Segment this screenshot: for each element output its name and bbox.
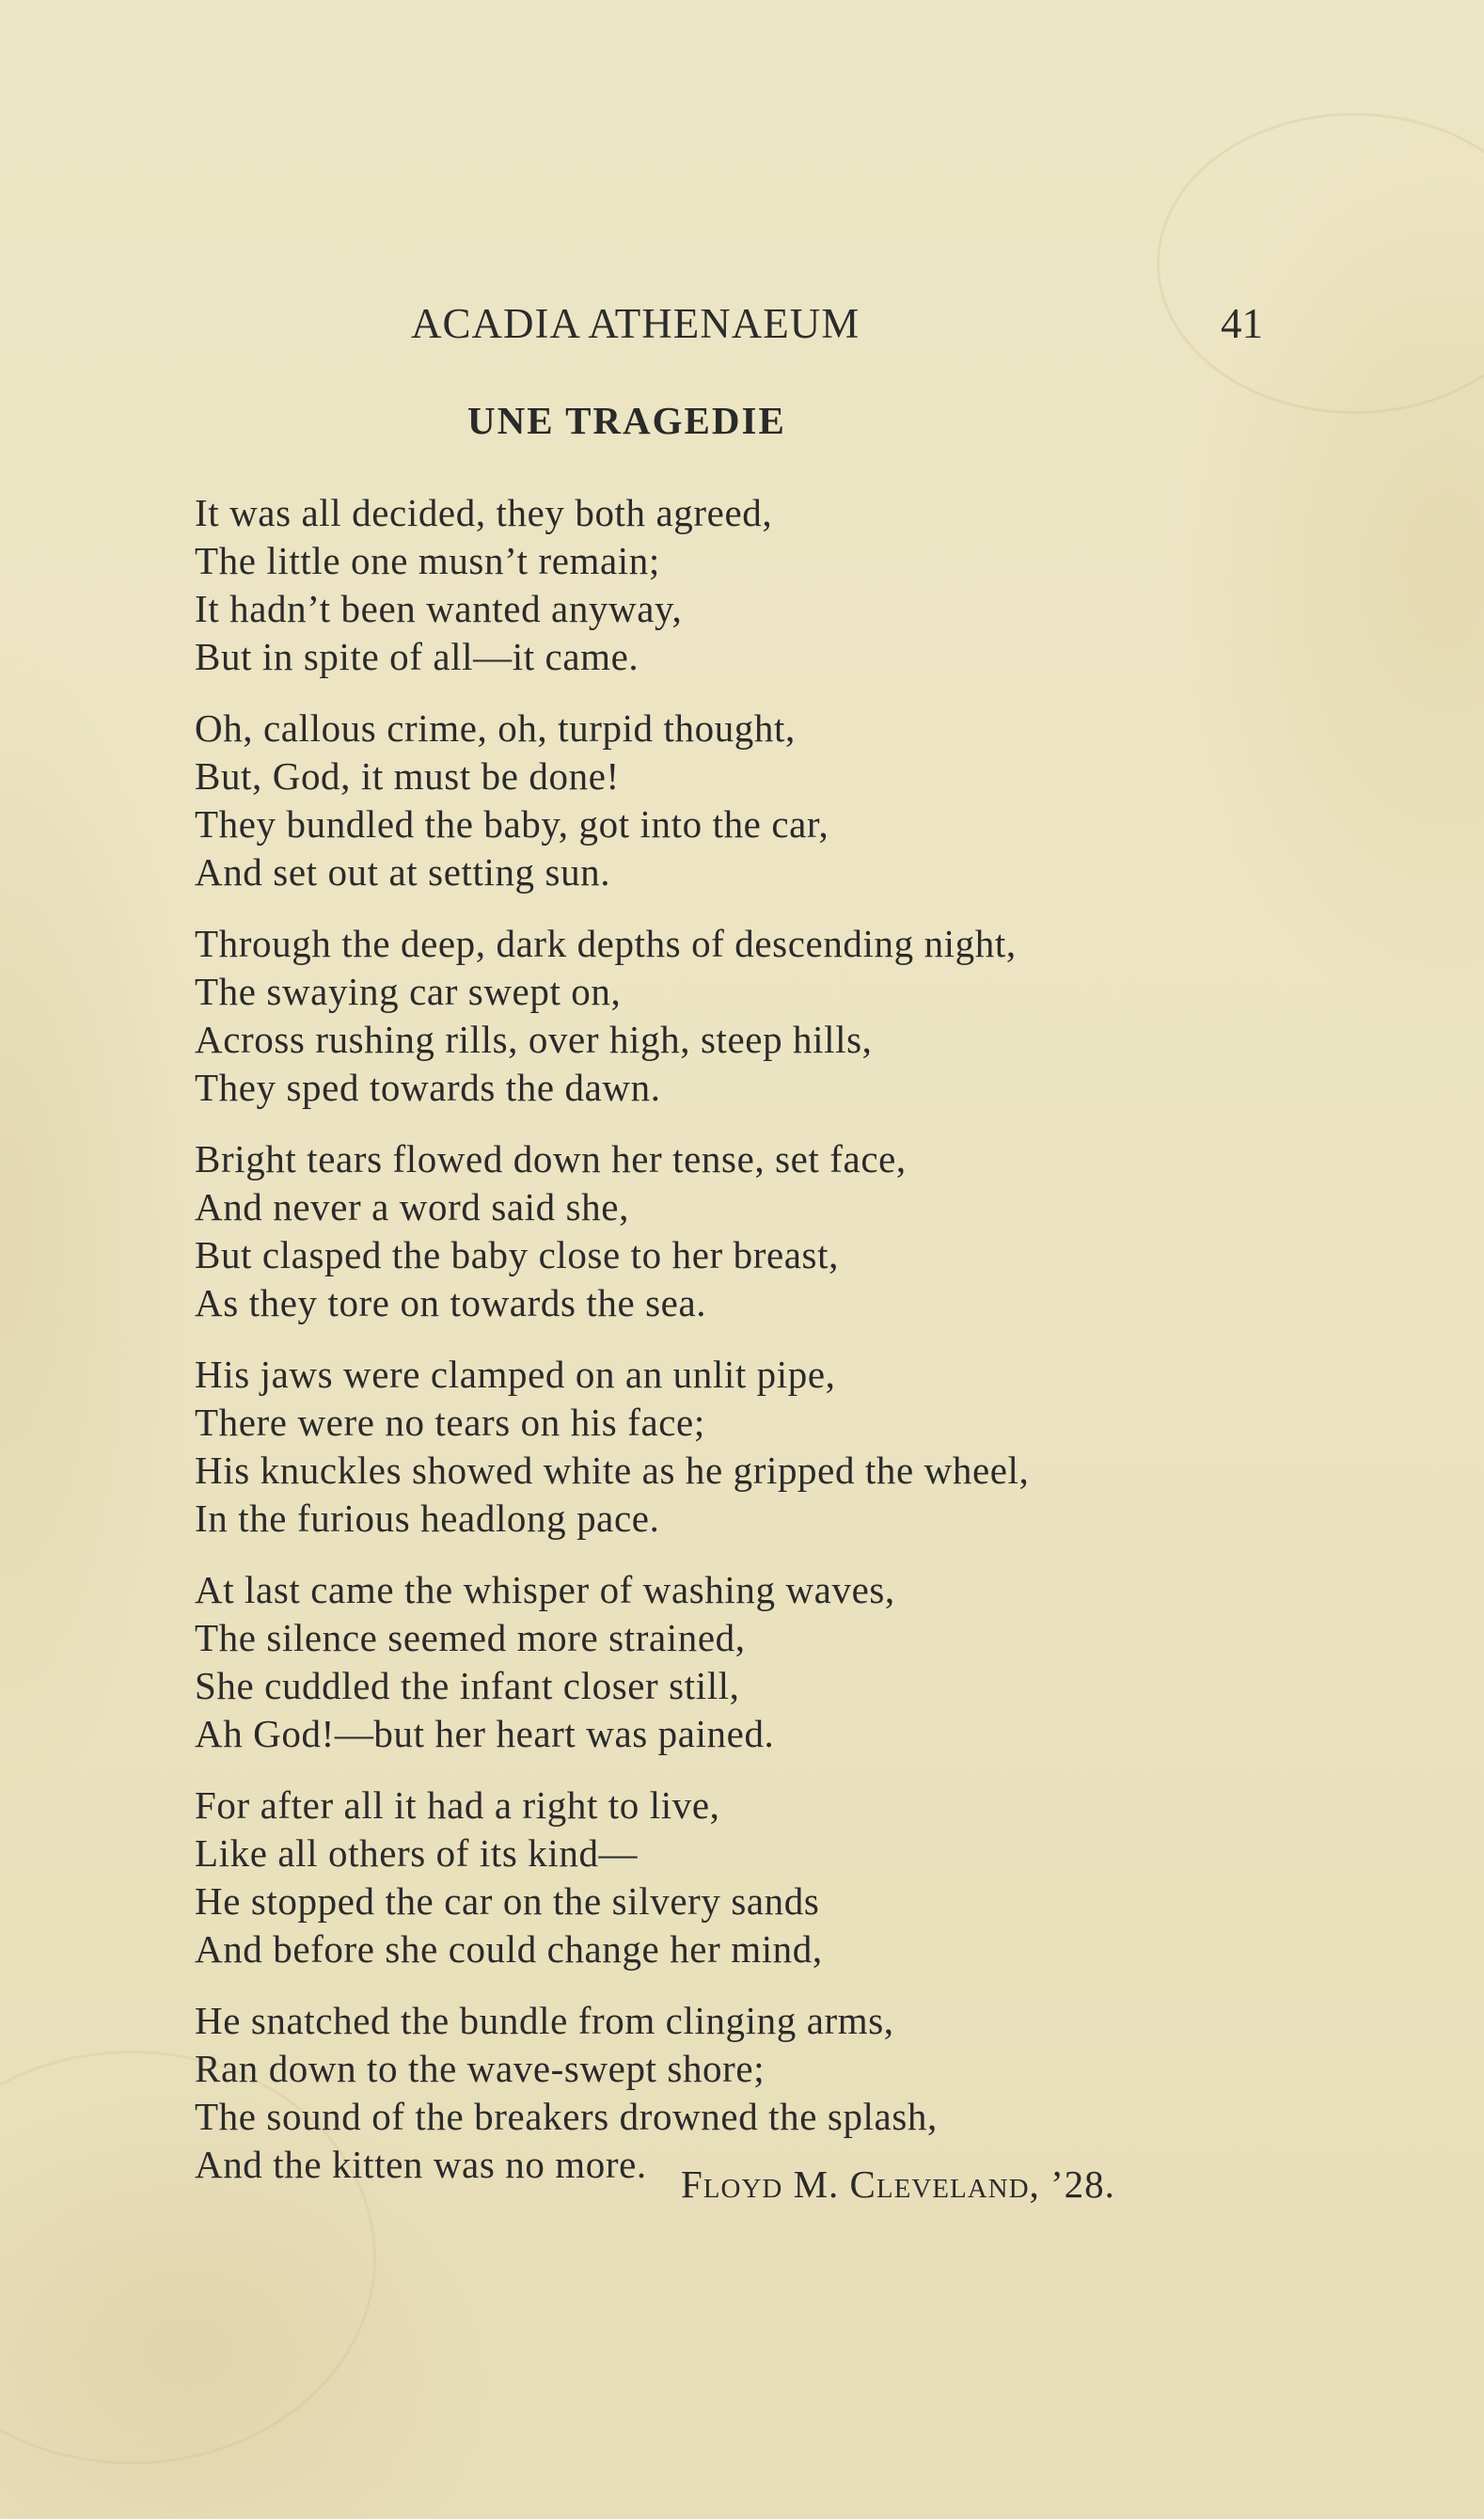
author-signature: Floyd M. Cleveland, ’28. [681, 2163, 1115, 2206]
poem-line: But clasped the baby close to her breast, [195, 1233, 839, 1276]
poem-line: The sound of the breakers drowned the splash, [195, 2095, 938, 2138]
poem-line: And before she could change her mind, [195, 1927, 823, 1971]
poem-line: Ah God!—but her heart was pained. [195, 1712, 775, 1755]
poem-line: His knuckles showed white as he gripped the wheel, [195, 1449, 1030, 1492]
poem-title: UNE TRAGEDIE [467, 399, 786, 442]
poem-line: Oh, callous crime, oh, turpid thought, [195, 706, 796, 750]
poem-line: There were no tears on his face; [195, 1401, 705, 1444]
poem-body [195, 489, 1304, 2212]
poem-line: They sped towards the dawn. [195, 1066, 661, 1109]
poem-line: Ran down to the wave-swept shore; [195, 2047, 766, 2090]
stanza [195, 705, 1304, 896]
page-number: 41 [1221, 300, 1263, 347]
journal-title: ACADIA ATHENAEUM [411, 300, 860, 347]
poem-line: He snatched the bundle from clinging arms, [195, 1999, 894, 2042]
poem-line: The silence seemed more strained, [195, 1616, 746, 1659]
running-head [0, 299, 1484, 356]
poem-line: For after all it had a right to live, [195, 1783, 720, 1827]
poem-line: The little one musn’t remain; [195, 539, 660, 582]
poem-line: Through the deep, dark depths of descending night, [195, 922, 1017, 965]
poem-line: As they tore on towards the sea. [195, 1281, 707, 1324]
stanza [195, 489, 1304, 681]
stanza [195, 1566, 1304, 1758]
poem-line: At last came the whisper of washing waves, [195, 1568, 895, 1611]
poem-line: Bright tears flowed down her tense, set face, [195, 1137, 907, 1180]
poem-line: His jaws were clamped on an unlit pipe, [195, 1353, 836, 1396]
poem-line: In the furious headlong pace. [195, 1497, 660, 1540]
poem-line: It hadn’t been wanted anyway, [195, 587, 683, 630]
poem-line: And the kitten was no more. [195, 2143, 647, 2186]
poem-line: The swaying car swept on, [195, 970, 622, 1013]
poem-line: She cuddled the infant closer still, [195, 1664, 740, 1707]
stanza [195, 1351, 1304, 1543]
stanza [195, 1997, 1304, 2189]
poem-line: They bundled the baby, got into the car, [195, 802, 829, 846]
poem-line: And set out at setting sun. [195, 850, 611, 894]
poem-line: He stopped the car on the silvery sands [195, 1879, 820, 1923]
paper-stain [1157, 113, 1484, 414]
stanza [195, 920, 1304, 1112]
poem-line: Across rushing rills, over high, steep hills, [195, 1018, 873, 1061]
poem-line: But, God, it must be done! [195, 754, 620, 798]
stanza [195, 1782, 1304, 1973]
poem-line: It was all decided, they both agreed, [195, 491, 773, 534]
poem-line: And never a word said she, [195, 1185, 629, 1228]
stanza [195, 1135, 1304, 1327]
poem-line: But in spite of all—it came. [195, 635, 639, 678]
poem-line: Like all others of its kind— [195, 1831, 639, 1875]
